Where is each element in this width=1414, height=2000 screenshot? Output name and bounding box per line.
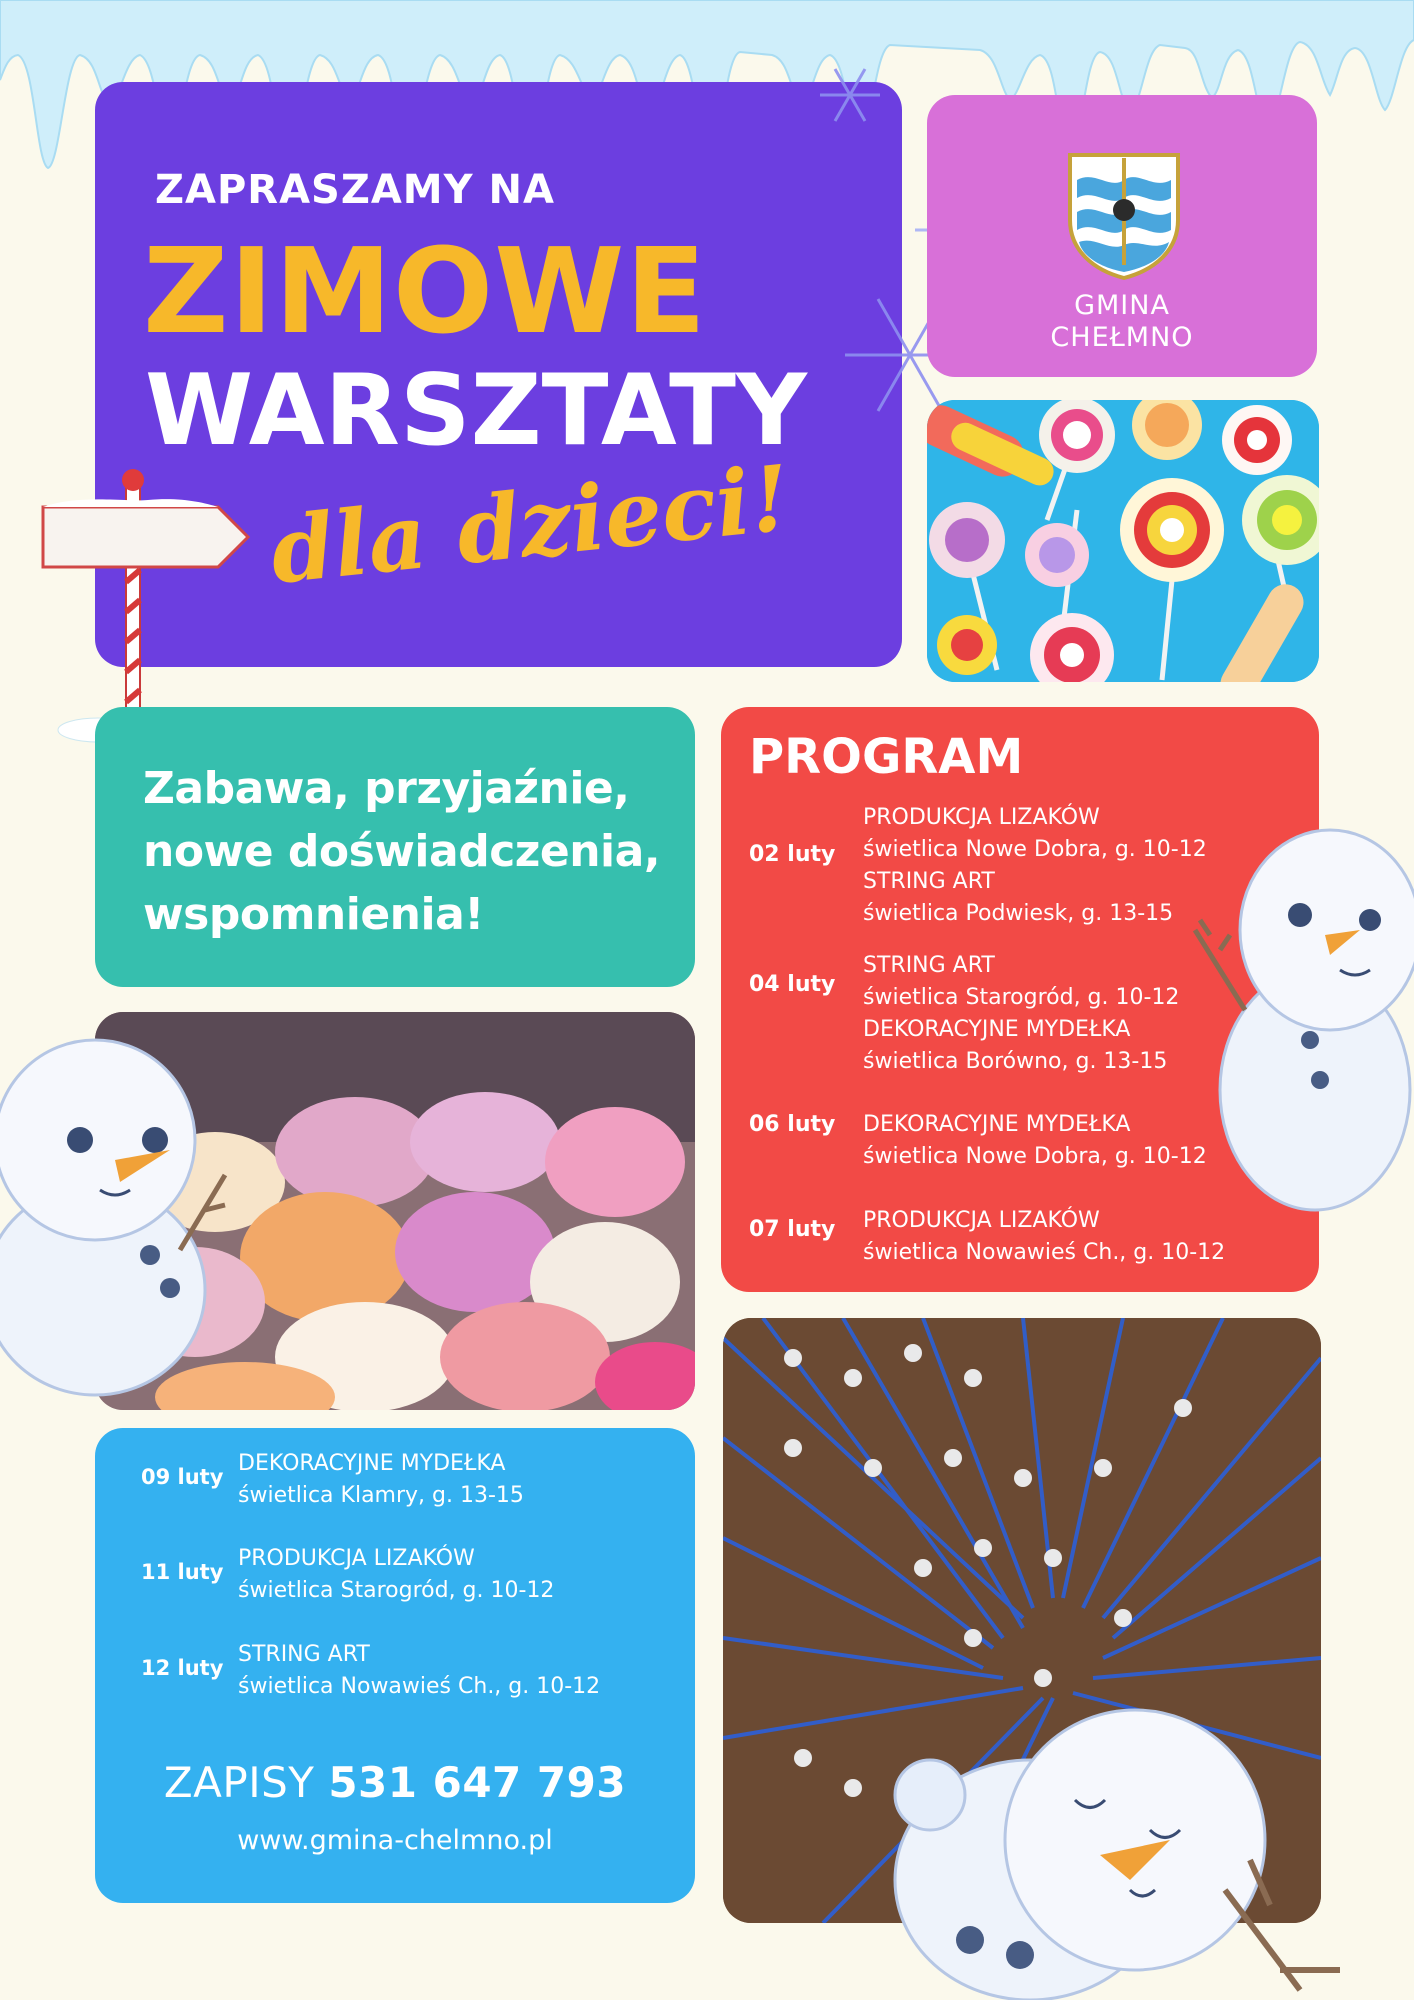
event-line: świetlica Podwiesk, g. 13-15 bbox=[863, 901, 1174, 926]
event-line: STRING ART bbox=[238, 1642, 370, 1667]
event-date: 11 luty bbox=[141, 1560, 224, 1584]
event-line: świetlica Borówno, g. 13-15 bbox=[863, 1049, 1168, 1074]
lollipops-photo bbox=[927, 400, 1319, 682]
soaps-photo bbox=[95, 1012, 695, 1410]
event-details bbox=[238, 1543, 554, 1607]
signup-line bbox=[95, 1758, 695, 1807]
event-line: świetlica Nowe Dobra, g. 10-12 bbox=[863, 1144, 1207, 1169]
hero-title-line1: ZIMOWE bbox=[143, 222, 707, 360]
event-details bbox=[238, 1639, 600, 1703]
event-line: PRODUKCJA LIZAKÓW bbox=[863, 805, 1100, 830]
gmina-name bbox=[927, 290, 1317, 354]
hero-subtitle: dla dzieci! bbox=[265, 445, 795, 605]
event-line: STRING ART bbox=[863, 953, 995, 978]
event-details bbox=[863, 1205, 1225, 1269]
event-line: DEKORACYJNE MYDEŁKA bbox=[863, 1112, 1131, 1137]
program-card-2 bbox=[95, 1428, 695, 1903]
event-line: PRODUKCJA LIZAKÓW bbox=[238, 1546, 475, 1571]
event-date: 06 luty bbox=[749, 1112, 836, 1137]
event-line: świetlica Starogród, g. 10-12 bbox=[238, 1578, 555, 1603]
tagline-line2: nowe doświadczenia, bbox=[143, 826, 661, 877]
tagline-line3: wspomnienia! bbox=[143, 889, 484, 940]
gmina-name-line1: GMINA bbox=[1074, 290, 1170, 321]
gmina-name-line2: CHEŁMNO bbox=[1050, 322, 1194, 353]
event-line: świetlica Nowawieś Ch., g. 10-12 bbox=[863, 1240, 1226, 1265]
event-details bbox=[238, 1448, 524, 1512]
event-line: PRODUKCJA LIZAKÓW bbox=[863, 1208, 1100, 1233]
event-details bbox=[863, 1109, 1207, 1173]
hero-title-line2: WARSZTATY bbox=[145, 354, 807, 468]
gmina-crest-logo bbox=[1065, 150, 1183, 280]
event-details bbox=[863, 950, 1179, 1078]
event-line: świetlica Nowe Dobra, g. 10-12 bbox=[863, 837, 1207, 862]
event-line: świetlica Klamry, g. 13-15 bbox=[238, 1483, 524, 1508]
string-art-photo bbox=[723, 1318, 1321, 1923]
event-date: 04 luty bbox=[749, 972, 836, 997]
event-line: STRING ART bbox=[863, 869, 995, 894]
event-date: 12 luty bbox=[141, 1656, 224, 1680]
signup-phone[interactable]: 531 647 793 bbox=[328, 1758, 627, 1807]
event-date: 09 luty bbox=[141, 1465, 224, 1489]
event-line: DEKORACYJNE MYDEŁKA bbox=[863, 1017, 1131, 1042]
tagline-card bbox=[95, 707, 695, 987]
event-line: DEKORACYJNE MYDEŁKA bbox=[238, 1451, 506, 1476]
signup-label: ZAPISY bbox=[163, 1758, 315, 1807]
hero-intro: ZAPRASZAMY NA bbox=[155, 167, 555, 213]
program-title: PROGRAM bbox=[749, 729, 1024, 785]
hero-card bbox=[95, 82, 902, 667]
tagline-text bbox=[143, 757, 660, 946]
event-line: świetlica Starogród, g. 10-12 bbox=[863, 985, 1180, 1010]
tagline-line1: Zabawa, przyjaźnie, bbox=[143, 763, 630, 814]
gmina-card bbox=[927, 95, 1317, 377]
website-link[interactable]: www.gmina-chelmno.pl bbox=[237, 1825, 553, 1856]
event-date: 07 luty bbox=[749, 1217, 836, 1242]
program-card bbox=[721, 707, 1319, 1292]
event-date: 02 luty bbox=[749, 842, 836, 867]
event-details bbox=[863, 802, 1207, 930]
event-line: świetlica Nowawieś Ch., g. 10-12 bbox=[238, 1674, 601, 1699]
